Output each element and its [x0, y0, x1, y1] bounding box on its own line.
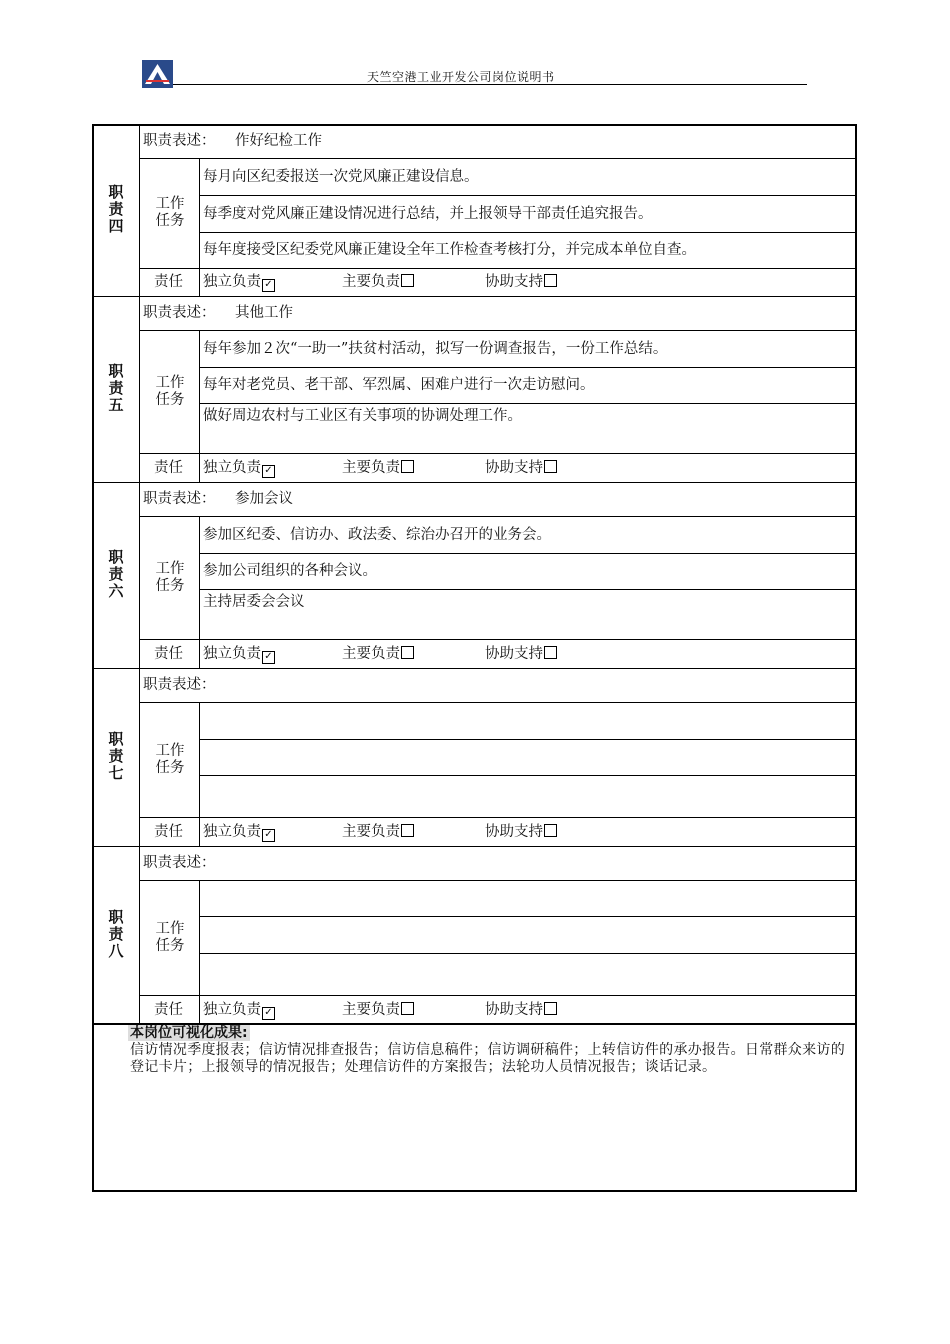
work-task-item: 参加公司组织的各种会议。: [203, 563, 377, 579]
row-divider: [139, 995, 857, 996]
main-option-label: 主要负责: [342, 645, 414, 663]
independent-option-label: 独立负责 ✓: [203, 1001, 275, 1020]
work-task-label: 工作 任务: [155, 560, 185, 594]
independent-option-label: 独立负责 ✓: [203, 823, 275, 842]
document-title: 天竺空港工业开发公司岗位说明书: [367, 70, 555, 84]
independent-checkbox[interactable]: ✓: [262, 465, 275, 478]
visual-results-label: 本岗位可视化成果:: [130, 1025, 248, 1041]
column-divider: [139, 296, 140, 482]
work-task-label: 工作 任务: [155, 374, 185, 408]
independent-checkbox[interactable]: ✓: [262, 1007, 275, 1020]
duty-description: 参加会议: [235, 491, 293, 507]
assist-checkbox[interactable]: [544, 460, 557, 473]
row-divider: [199, 367, 857, 368]
responsibility-label: 责任: [154, 459, 183, 476]
responsibility-label: 责任: [154, 1001, 183, 1018]
row-divider: [139, 516, 857, 517]
column-divider: [139, 846, 140, 1024]
row-divider: [199, 916, 857, 917]
independent-checkbox[interactable]: ✓: [262, 829, 275, 842]
work-task-label: 工作 任务: [155, 920, 185, 954]
row-divider: [139, 330, 857, 331]
assist-checkbox[interactable]: [544, 824, 557, 837]
assist-option-label: 协助支持: [485, 823, 557, 841]
work-task-item: 每年度接受区纪委党风廉正建设全年工作检查考核打分，并完成本单位自查。: [203, 242, 696, 258]
work-task-item: 参加区纪委、信访办、政法委、综治办召开的业务会。: [203, 526, 551, 543]
header-rule: [173, 84, 807, 85]
duty-description-label: 职责表述：: [143, 305, 216, 321]
work-task-item: 每季度对党风廉正建设情况进行总结，并上报领导干部责任追究报告。: [203, 205, 653, 222]
row-divider: [199, 553, 857, 554]
row-divider: [92, 846, 857, 847]
column-divider: [199, 158, 200, 296]
duty-description-label: 职责表述：: [143, 491, 216, 507]
work-task-item: 主持居委会会议: [203, 594, 305, 610]
independent-option-label: 独立负责 ✓: [203, 645, 275, 664]
row-divider: [199, 232, 857, 233]
duty-title: 职 责 四: [108, 183, 124, 235]
work-task-item: 每年参加２次“一助一”扶贫村活动，拟写一份调查报告，一份工作总结。: [203, 340, 668, 357]
responsibility-label: 责任: [154, 645, 183, 662]
responsibility-label: 责任: [154, 274, 183, 290]
row-divider: [139, 702, 857, 703]
row-divider: [139, 268, 857, 269]
main-option-label: 主要负责: [342, 1001, 414, 1019]
independent-option-label: 独立负责 ✓: [203, 273, 275, 292]
duty-description-label: 职责表述：: [143, 855, 216, 871]
company-logo-icon: [142, 60, 173, 88]
responsibility-label: 责任: [154, 823, 183, 840]
row-divider: [199, 589, 857, 590]
work-task-label: 工作 任务: [155, 196, 185, 229]
assist-checkbox[interactable]: [544, 274, 557, 287]
assist-checkbox[interactable]: [544, 1002, 557, 1015]
assist-checkbox[interactable]: [544, 646, 557, 659]
column-divider: [139, 482, 140, 668]
duty-description: 其他工作: [235, 305, 293, 321]
column-divider: [139, 668, 140, 846]
assist-option-label: 协助支持: [485, 273, 557, 291]
column-divider: [199, 330, 200, 482]
column-divider: [139, 124, 140, 296]
row-divider: [199, 195, 857, 196]
assist-option-label: 协助支持: [485, 1001, 557, 1019]
column-divider: [199, 516, 200, 668]
main-option-label: 主要负责: [342, 823, 414, 841]
row-divider: [92, 482, 857, 483]
row-divider: [139, 817, 857, 818]
duty-description-label: 职责表述：: [143, 677, 216, 693]
main-checkbox[interactable]: [401, 646, 414, 659]
duty-title: 职 责 八: [108, 908, 124, 960]
assist-option-label: 协助支持: [485, 459, 557, 477]
independent-option-label: 独立负责 ✓: [203, 459, 275, 478]
independent-checkbox[interactable]: ✓: [262, 279, 275, 292]
row-divider: [139, 880, 857, 881]
column-divider: [199, 702, 200, 846]
duty-description: 作好纪检工作: [235, 133, 322, 149]
assist-option-label: 协助支持: [485, 645, 557, 663]
main-checkbox[interactable]: [401, 274, 414, 287]
row-divider: [92, 296, 857, 297]
row-divider: [199, 739, 857, 740]
row-divider: [139, 453, 857, 454]
work-task-label: 工作 任务: [155, 742, 185, 776]
page-header: [142, 60, 807, 88]
row-divider: [199, 403, 857, 404]
row-divider: [139, 158, 857, 159]
main-checkbox[interactable]: [401, 1002, 414, 1015]
duty-title: 职 责 七: [108, 730, 124, 782]
column-divider: [199, 880, 200, 1024]
duty-title: 职 责 五: [108, 362, 124, 414]
row-divider: [199, 953, 857, 954]
work-task-item: 做好周边农村与工业区有关事项的协调处理工作。: [203, 408, 522, 424]
row-divider: [199, 775, 857, 776]
work-task-item: 每年对老党员、老干部、军烈属、困难户进行一次走访慰问。: [203, 377, 595, 393]
independent-checkbox[interactable]: ✓: [262, 651, 275, 664]
row-divider: [139, 639, 857, 640]
work-task-item: 每月向区纪委报送一次党风廉正建设信息。: [203, 168, 479, 185]
main-option-label: 主要负责: [342, 273, 414, 291]
main-option-label: 主要负责: [342, 459, 414, 477]
main-checkbox[interactable]: [401, 824, 414, 837]
main-checkbox[interactable]: [401, 460, 414, 473]
duty-title: 职 责 六: [108, 548, 124, 600]
duty-description-label: 职责表述：: [143, 133, 216, 149]
visual-results-text: 信访情况季度报表；信访情况排查报告；信访信息稿件；信访调研稿件；上转信访件的承办报告。日常群众来访的登记卡片；上报领导的情况报告；处理信访件的方案报告；法轮功人员情况报告；谈话记录。: [130, 1042, 845, 1075]
row-divider: [92, 668, 857, 669]
